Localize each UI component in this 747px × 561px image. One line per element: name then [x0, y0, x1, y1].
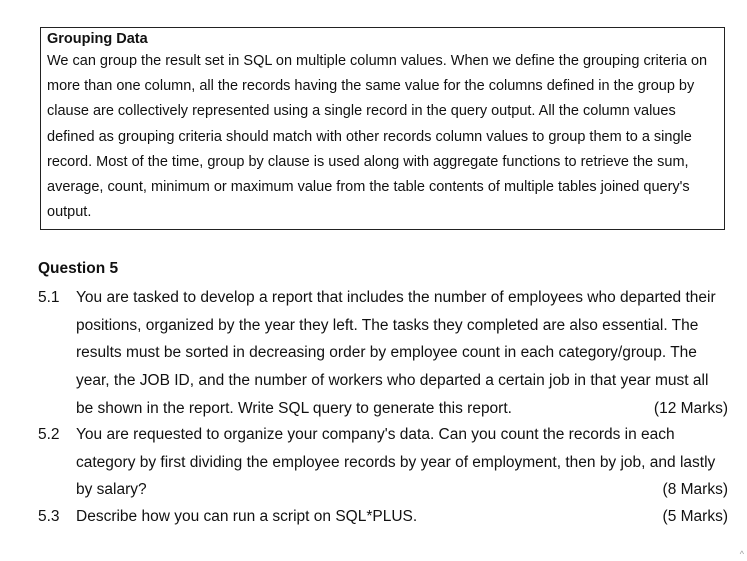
grouping-data-note: [40, 27, 725, 230]
question-heading: Question 5: [38, 260, 119, 277]
question-text: You are requested to organize your company's data. Can you count the records in each category by first dividing the employee records by year of employment, then by job, and lastly by salary?: [76, 426, 716, 499]
question-marks: (12 Marks): [653, 399, 728, 417]
question-item-5-1: [38, 284, 728, 423]
question-item-5-2: [38, 421, 728, 504]
caret-up-icon: ^: [739, 549, 744, 559]
question-text: You are tasked to develop a report that includes the number of employees who departed their positions, organized by the year they left. The tasks they completed are also essential. The results must be sorted in decreasing order by employee count in each category/group. The year, the JOB ID, and the number of workers who departed a certain job in that year must all be shown in the report. Write SQL query to generate this report.: [76, 289, 716, 417]
question-item-5-3: [38, 503, 728, 531]
question-number: 5.1: [38, 289, 60, 306]
question-marks: (5 Marks): [662, 508, 728, 525]
question-text: Describe how you can run a script on SQL*PLUS.: [76, 508, 418, 525]
question-number: 5.2: [38, 426, 60, 443]
note-title: Grouping Data: [47, 31, 148, 47]
question-marks: (8 Marks): [662, 481, 728, 499]
note-body: We can group the result set in SQL on multiple column values. When we define the grouping criteria on more than one column, all the records having the same value for the columns defined in the group by clause are collectively represented using a single record in the query output. All the column values defined as grouping criteria should match with other records column values to group them to a single record. Most of the time, group by clause is used along with aggregate functions to retrieve the sum, average, count, minimum or maximum value from the table contents of multiple tables joined query's output.: [47, 53, 708, 221]
question-number: 5.3: [38, 508, 60, 525]
